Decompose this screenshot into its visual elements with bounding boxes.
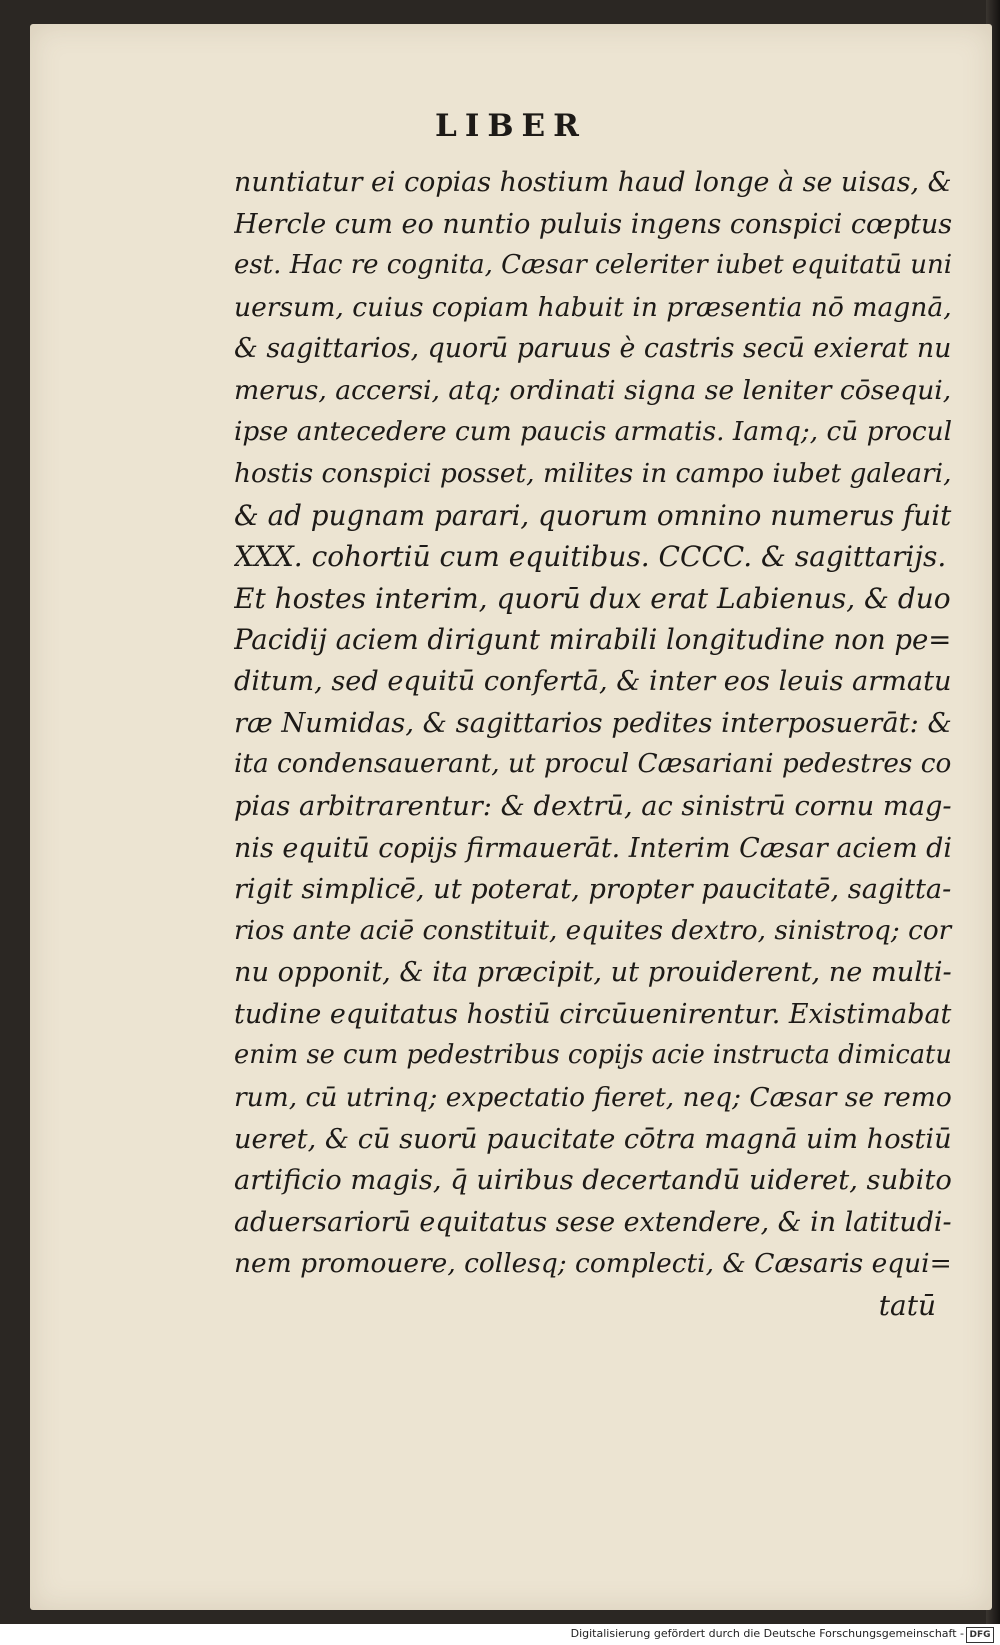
text-line: ueret, & cū suorū paucitate cōtra magnā uim hostiū xyxy=(234,1123,952,1155)
footer-credit: Digitalisierung gefördert durch die Deutsche Forschungsgemeinschaft - xyxy=(570,1627,964,1640)
text-line: hostis conspici posset, milites in campo iubet galeari, xyxy=(234,458,952,490)
text-line: & ad pugnam parari, quorum omnino numerus fuit xyxy=(234,498,952,532)
text-line: nu opponit, & ita præcipit, ut prouiderent, ne multi- xyxy=(234,957,952,989)
text-line: rios ante aciē constituit, equites dextro, sinistroq; cor xyxy=(234,915,952,946)
body-text xyxy=(234,162,956,1327)
text-line: XXX. cohortiū cum equitibus. CCCC. & sagittarijs. xyxy=(234,540,947,574)
text-line: enim se cum pedestribus copijs acie instructa dimicatu xyxy=(234,1040,952,1071)
text-line: rum, cū utrinq; expectatio fieret, neq; Cæsar se remo xyxy=(234,1082,952,1114)
text-line: nuntiatur ei copias hostium haud longe à se uisas, & xyxy=(234,167,952,198)
text-line: Et hostes interim, quorū dux erat Labienus, & duo xyxy=(234,581,951,615)
text-line: ipse antecedere cum paucis armatis. Iamq;, cū procul xyxy=(234,416,953,447)
text-line: merus, accersi, atq; ordinati signa se leniter cōsequi, xyxy=(234,374,952,406)
book-page xyxy=(30,24,992,1610)
dfg-logo: DFG xyxy=(966,1627,994,1643)
catchword: tatū xyxy=(878,1289,936,1323)
running-head: LIBER xyxy=(435,108,587,144)
text-line: Pacidij aciem dirigunt mirabili longitudine non pe= xyxy=(234,623,952,656)
text-line: nem promouere, collesq; complecti, & Cæsaris equi= xyxy=(234,1248,952,1280)
text-line: artificio magis, q̄ uiribus decertandū uideret, subito xyxy=(234,1165,952,1197)
text-line: ræ Numidas, & sagittarios pedites interposuerāt: & xyxy=(234,707,952,739)
text-line: ditum, sed equitū confertā, & inter eos leuis armatu xyxy=(234,666,952,698)
text-line: nis equitū copijs firmauerāt. Interim Cæsar aciem di xyxy=(234,832,953,864)
text-line: uersum, cuius copiam habuit in præsentia nō magnā, xyxy=(234,291,952,323)
text-line: pias arbitrarentur: & dextrū, ac sinistrū cornu mag- xyxy=(234,790,952,822)
text-line: & sagittarios, quorū paruus è castris secū exierat nu xyxy=(234,333,952,365)
digitization-footer xyxy=(0,1624,1000,1645)
text-line: tudine equitatus hostiū circūuenirentur. Existimabat xyxy=(234,998,952,1030)
text-line: ita condensauerant, ut procul Cæsariani pedestres co xyxy=(234,749,952,780)
text-line: aduersariorū equitatus sese extendere, & in latitudi- xyxy=(234,1206,952,1238)
text-line: rigit simplicē, ut poterat, propter paucitatē, sagitta- xyxy=(234,874,952,906)
text-line: est. Hac re cognita, Cæsar celeriter iubet equitatū uni xyxy=(234,250,953,281)
text-line: Hercle cum eo nuntio puluis ingens conspici cœptus xyxy=(234,208,953,240)
